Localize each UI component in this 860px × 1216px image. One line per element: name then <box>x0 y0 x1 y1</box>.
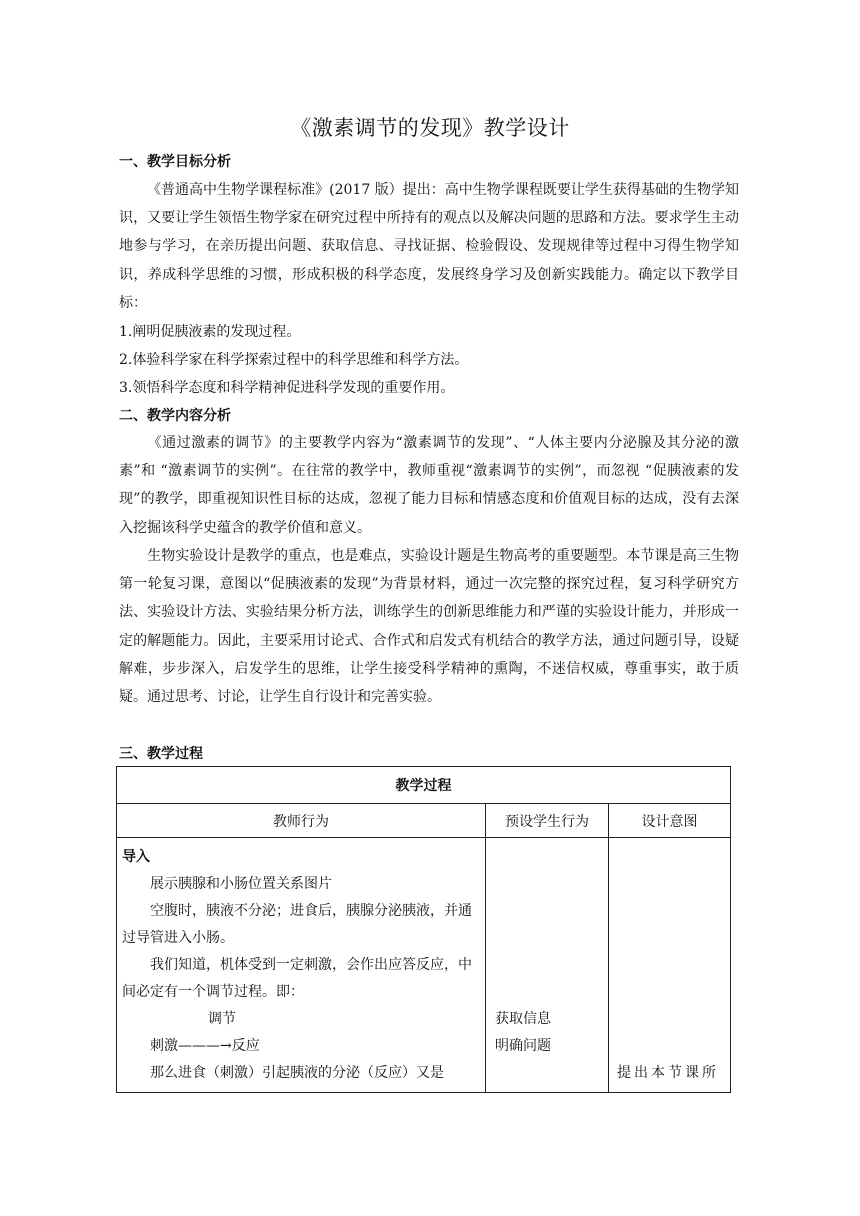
student-content <box>495 1006 551 1060</box>
teacher-line-2 <box>122 898 482 952</box>
teacher-line-1-text: 展示胰腺和小肠位置关系图片 <box>150 876 332 892</box>
teacher-line-1 <box>122 871 482 898</box>
teacher-line-3 <box>122 952 482 1006</box>
goals-paragraph <box>119 176 739 317</box>
content-paragraph-2 <box>119 542 739 711</box>
stimulus-response-row <box>122 1033 482 1060</box>
teacher-line-4 <box>122 1060 482 1087</box>
column-header-student: 预设学生行为 <box>486 804 609 838</box>
teacher-cell <box>117 838 486 1093</box>
teacher-line-3-text: 我们知道，机体受到一定刺激，会作出应答反应，中间必定有一个调节过程。即： <box>122 957 472 1000</box>
design-content <box>617 1060 719 1087</box>
column-header-design: 设计意图 <box>609 804 731 838</box>
section-heading-process: 三、教学过程 <box>119 746 203 762</box>
design-cell <box>609 838 731 1093</box>
regulation-label-row <box>122 1006 482 1033</box>
student-line-1: 获取信息 <box>495 1011 551 1027</box>
goal-item-1: 1.阐明促胰液素的发现过程。 <box>119 324 301 340</box>
content-paragraph-2-text: 生物实验设计是教学的重点，也是难点，实验设计题是生物高考的重要题型。本节课是高三生物第一轮复习课，意图以“促胰液素的发现”为背景材料，通过一次完整的探究过程，复习科学研究方法、实验设计方法、实验结果分析方法，训练学生的创新思维能力和严谨的实验设计能力，并形成一定的解题能力。因此，主要采用讨论式、合作式和启发式有机结合的教学方法，通过问题引导，设疑解难，步步深入，启发学生的思维，让学生接受科学精神的熏陶，不迷信权威，尊重事实，敢于质疑。通过思考、讨论，让学生自行设计和完善实验。 <box>119 548 739 706</box>
response-label: 反应 <box>231 1038 260 1054</box>
regulation-label: 调节 <box>208 1011 236 1027</box>
column-header-teacher: 教师行为 <box>117 804 486 838</box>
section-heading-goals: 一、教学目标分析 <box>119 154 231 170</box>
document-title: 《激素调节的发现》教学设计 <box>290 116 570 140</box>
goals-paragraph-text: 《普通高中生物学课程标准》(2017 版）提出：高中生物学课程既要让学生获得基础的生物学知识，又要让学生领悟生物学家在研究过程中所持有的观点以及解决问题的思路和方法。要求学生主动地参与学习，在亲历提出问题、获取信息、寻找证据、检验假设、发现规律等过程中习得生物学知识，养成科学思维的习惯，形成积极的科学态度，发展终身学习及创新实践能力。确定以下教学目标： <box>119 182 739 311</box>
stimulus-label: 刺激 <box>150 1038 178 1054</box>
section-heading-content: 二、教学内容分析 <box>119 408 231 424</box>
goal-item-2: 2.体验科学家在科学探索过程中的科学思维和科学方法。 <box>119 352 469 368</box>
intro-heading: 导入 <box>122 849 150 865</box>
student-cell <box>486 838 609 1093</box>
teacher-content <box>122 844 482 1087</box>
arrow-icon: ———→ <box>178 1038 232 1054</box>
goal-item-3: 3.领悟科学态度和科学精神促进科学发现的重要作用。 <box>119 380 455 396</box>
process-table <box>116 766 731 1093</box>
content-paragraph-1-text: 《通过激素的调节》的主要教学内容为“激素调节的发现”、“人体主要内分泌腺及其分泌的激素”和 “激素调节的实例”。在往常的教学中，教师重视“激素调节的实例”，而忽视 “促胰液素的发现”的教学，即重视知识性目标的达成，忽视了能力目标和情感态度和价值观目标的达成，没有去深入挖掘该科学史蕴含的教学价值和意义。 <box>119 435 739 536</box>
student-line-2: 明确问题 <box>495 1038 551 1054</box>
table-title: 教学过程 <box>117 767 731 804</box>
design-line-1: 提出本节课所 <box>617 1065 719 1081</box>
content-paragraph-1 <box>119 429 739 542</box>
teacher-line-4-text: 那么进食（刺激）引起胰液的分泌（反应）又是 <box>150 1065 444 1081</box>
teacher-line-2-text: 空腹时，胰液不分泌；进食后，胰腺分泌胰液，并通过导管进入小肠。 <box>122 903 472 946</box>
